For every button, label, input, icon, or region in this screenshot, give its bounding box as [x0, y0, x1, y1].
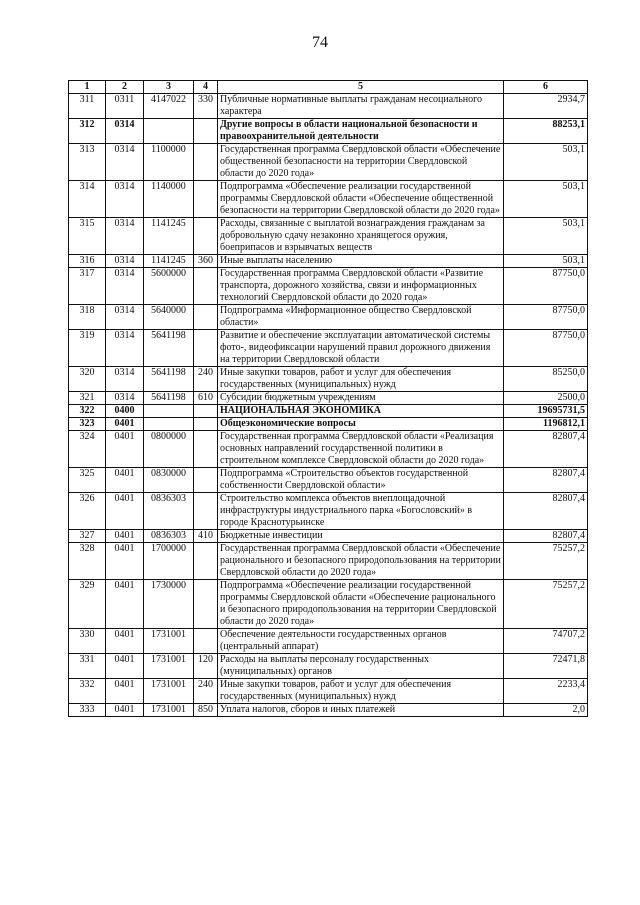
row-number: 320	[69, 367, 106, 392]
section-code: 0314	[106, 268, 144, 305]
section-code: 0314	[106, 218, 144, 255]
item-name: Государственная программа Свердловской области «Обеспечение рационального и безопасного природопользования на территории Свердловской области до 2020 года»	[218, 543, 504, 580]
header-col-1: 1	[69, 81, 106, 94]
expense-type-code	[194, 119, 218, 144]
expense-type-code	[194, 144, 218, 181]
item-sum: 503,1	[504, 181, 588, 218]
row-number: 322	[69, 405, 106, 418]
table-row	[69, 543, 588, 580]
item-name: Другие вопросы в области национальной безопасности и правоохранительной деятельности	[218, 119, 504, 144]
budget-table	[68, 80, 588, 717]
item-sum: 74707,2	[504, 629, 588, 654]
row-number: 313	[69, 144, 106, 181]
row-number: 332	[69, 679, 106, 704]
expense-type-code	[194, 405, 218, 418]
expense-type-code	[194, 330, 218, 367]
target-code	[144, 418, 194, 431]
item-sum: 82807,4	[504, 493, 588, 530]
expense-type-code: 330	[194, 94, 218, 119]
item-name: Уплата налогов, сборов и иных платежей	[218, 704, 504, 717]
table-row	[69, 181, 588, 218]
item-sum: 82807,4	[504, 530, 588, 543]
header-col-5: 5	[218, 81, 504, 94]
row-number: 317	[69, 268, 106, 305]
table-row	[69, 268, 588, 305]
item-sum: 19695731,5	[504, 405, 588, 418]
item-name: Строительство комплекса объектов внеплощадочной инфраструктуры индустриального парка «Богословский» в городе Краснотурьинске	[218, 493, 504, 530]
target-code: 1700000	[144, 543, 194, 580]
section-code: 0314	[106, 330, 144, 367]
target-code: 1141245	[144, 255, 194, 268]
table-row	[69, 305, 588, 330]
table-row	[69, 418, 588, 431]
expense-type-code	[194, 418, 218, 431]
row-number: 328	[69, 543, 106, 580]
item-name: Подпрограмма «Обеспечение реализации государственной программы Свердловской области «Обеспечение рационального и безопасного природопользования на территории Свердловской области до 2020 года»	[218, 580, 504, 629]
item-sum: 503,1	[504, 218, 588, 255]
section-code: 0314	[106, 367, 144, 392]
header-col-3: 3	[144, 81, 194, 94]
section-code: 0401	[106, 431, 144, 468]
table-header-row	[69, 81, 588, 94]
header-col-4: 4	[194, 81, 218, 94]
target-code: 5641198	[144, 330, 194, 367]
section-code: 0314	[106, 119, 144, 144]
row-number: 311	[69, 94, 106, 119]
item-name: Подпрограмма «Информационное общество Свердловской области»	[218, 305, 504, 330]
row-number: 316	[69, 255, 106, 268]
expense-type-code	[194, 629, 218, 654]
target-code: 1731001	[144, 704, 194, 717]
table-row	[69, 704, 588, 717]
item-sum: 85250,0	[504, 367, 588, 392]
table-row	[69, 654, 588, 679]
section-code: 0401	[106, 418, 144, 431]
item-name: Публичные нормативные выплаты гражданам несоциального характера	[218, 94, 504, 119]
header-col-6: 6	[504, 81, 588, 94]
item-name: Иные закупки товаров, работ и услуг для обеспечения государственных (муниципальных) нужд	[218, 367, 504, 392]
section-code: 0401	[106, 493, 144, 530]
section-code: 0401	[106, 679, 144, 704]
table-row	[69, 405, 588, 418]
item-sum: 2,0	[504, 704, 588, 717]
item-name: Развитие и обеспечение эксплуатации автоматической системы фото-, видеофиксации нарушений правил дорожного движения на территории Свердловской области	[218, 330, 504, 367]
expense-type-code	[194, 493, 218, 530]
item-sum: 87750,0	[504, 305, 588, 330]
item-sum: 503,1	[504, 144, 588, 181]
expense-type-code: 850	[194, 704, 218, 717]
row-number: 318	[69, 305, 106, 330]
item-sum: 88253,1	[504, 119, 588, 144]
section-code: 0400	[106, 405, 144, 418]
section-code: 0401	[106, 704, 144, 717]
expense-type-code	[194, 543, 218, 580]
row-number: 312	[69, 119, 106, 144]
row-number: 329	[69, 580, 106, 629]
section-code: 0401	[106, 580, 144, 629]
target-code: 5640000	[144, 305, 194, 330]
expense-type-code	[194, 431, 218, 468]
target-code: 1100000	[144, 144, 194, 181]
item-sum: 75257,2	[504, 580, 588, 629]
table-row	[69, 144, 588, 181]
target-code: 1731001	[144, 679, 194, 704]
expense-type-code: 610	[194, 392, 218, 405]
section-code: 0401	[106, 543, 144, 580]
target-code: 0836303	[144, 493, 194, 530]
item-name: Государственная программа Свердловской области «Развитие транспорта, дорожного хозяйства, связи и информационных технологий Свердловской области до 2020 года»	[218, 268, 504, 305]
item-sum: 87750,0	[504, 330, 588, 367]
table-body	[69, 94, 588, 717]
target-code: 5600000	[144, 268, 194, 305]
expense-type-code	[194, 268, 218, 305]
item-name: Субсидии бюджетным учреждениям	[218, 392, 504, 405]
table-row	[69, 392, 588, 405]
target-code: 1731001	[144, 629, 194, 654]
row-number: 315	[69, 218, 106, 255]
target-code: 0830000	[144, 468, 194, 493]
expense-type-code	[194, 580, 218, 629]
table-row	[69, 629, 588, 654]
table-row	[69, 580, 588, 629]
target-code: 1140000	[144, 181, 194, 218]
item-name: Общеэкономические вопросы	[218, 418, 504, 431]
item-sum: 82807,4	[504, 431, 588, 468]
header-col-2: 2	[106, 81, 144, 94]
item-sum: 72471,8	[504, 654, 588, 679]
item-name: Бюджетные инвестиции	[218, 530, 504, 543]
section-code: 0314	[106, 181, 144, 218]
item-name: Иные выплаты населению	[218, 255, 504, 268]
expense-type-code	[194, 181, 218, 218]
section-code: 0314	[106, 144, 144, 181]
expense-type-code: 360	[194, 255, 218, 268]
target-code: 1141245	[144, 218, 194, 255]
section-code: 0314	[106, 392, 144, 405]
expense-type-code	[194, 468, 218, 493]
item-name: Подпрограмма «Строительство объектов государственной собственности Свердловской области»	[218, 468, 504, 493]
section-code: 0314	[106, 305, 144, 330]
target-code: 0836303	[144, 530, 194, 543]
item-name: Расходы на выплаты персоналу государственных (муниципальных) органов	[218, 654, 504, 679]
item-name: Иные закупки товаров, работ и услуг для обеспечения государственных (муниципальных) нужд	[218, 679, 504, 704]
section-code: 0401	[106, 530, 144, 543]
expense-type-code	[194, 305, 218, 330]
target-code: 1731001	[144, 654, 194, 679]
target-code	[144, 405, 194, 418]
item-sum: 82807,4	[504, 468, 588, 493]
item-sum: 2500,0	[504, 392, 588, 405]
item-name: Государственная программа Свердловской области «Реализация основных направлений государственной политики в строительном комплексе Свердловской области до 2020 года»	[218, 431, 504, 468]
row-number: 323	[69, 418, 106, 431]
row-number: 326	[69, 493, 106, 530]
table-row	[69, 431, 588, 468]
table-row	[69, 493, 588, 530]
table-row	[69, 530, 588, 543]
expense-type-code	[194, 218, 218, 255]
section-code: 0314	[106, 255, 144, 268]
target-code: 4147022	[144, 94, 194, 119]
target-code: 0800000	[144, 431, 194, 468]
table-row	[69, 367, 588, 392]
expense-type-code: 120	[194, 654, 218, 679]
item-name: Подпрограмма «Обеспечение реализации государственной программы Свердловской области «Обеспечение общественной безопасности на территории Свердловской области до 2020 года»	[218, 181, 504, 218]
expense-type-code: 240	[194, 367, 218, 392]
target-code: 5641198	[144, 392, 194, 405]
table-row	[69, 119, 588, 144]
item-sum: 75257,2	[504, 543, 588, 580]
item-name: Государственная программа Свердловской области «Обеспечение общественной безопасности на территории Свердловской области до 2020 года»	[218, 144, 504, 181]
item-sum: 1196812,1	[504, 418, 588, 431]
table-row	[69, 94, 588, 119]
item-sum: 2934,7	[504, 94, 588, 119]
target-code	[144, 119, 194, 144]
row-number: 331	[69, 654, 106, 679]
row-number: 333	[69, 704, 106, 717]
item-name: Обеспечение деятельности государственных органов (центральный аппарат)	[218, 629, 504, 654]
section-code: 0401	[106, 629, 144, 654]
section-code: 0311	[106, 94, 144, 119]
item-name: НАЦИОНАЛЬНАЯ ЭКОНОМИКА	[218, 405, 504, 418]
item-sum: 2233,4	[504, 679, 588, 704]
row-number: 327	[69, 530, 106, 543]
item-sum: 87750,0	[504, 268, 588, 305]
row-number: 330	[69, 629, 106, 654]
target-code: 1730000	[144, 580, 194, 629]
row-number: 324	[69, 431, 106, 468]
item-name: Расходы, связанные с выплатой вознаграждения гражданам за добровольную сдачу незаконно хранящегося оружия, боеприпасов и взрывчатых веществ	[218, 218, 504, 255]
row-number: 321	[69, 392, 106, 405]
row-number: 319	[69, 330, 106, 367]
table-row	[69, 679, 588, 704]
expense-type-code: 410	[194, 530, 218, 543]
table-row	[69, 330, 588, 367]
page-number: 74	[312, 34, 328, 51]
row-number: 314	[69, 181, 106, 218]
section-code: 0401	[106, 468, 144, 493]
target-code: 5641198	[144, 367, 194, 392]
item-sum: 503,1	[504, 255, 588, 268]
section-code: 0401	[106, 654, 144, 679]
table-row	[69, 218, 588, 255]
row-number: 325	[69, 468, 106, 493]
expense-type-code: 240	[194, 679, 218, 704]
table-row	[69, 468, 588, 493]
table-row	[69, 255, 588, 268]
